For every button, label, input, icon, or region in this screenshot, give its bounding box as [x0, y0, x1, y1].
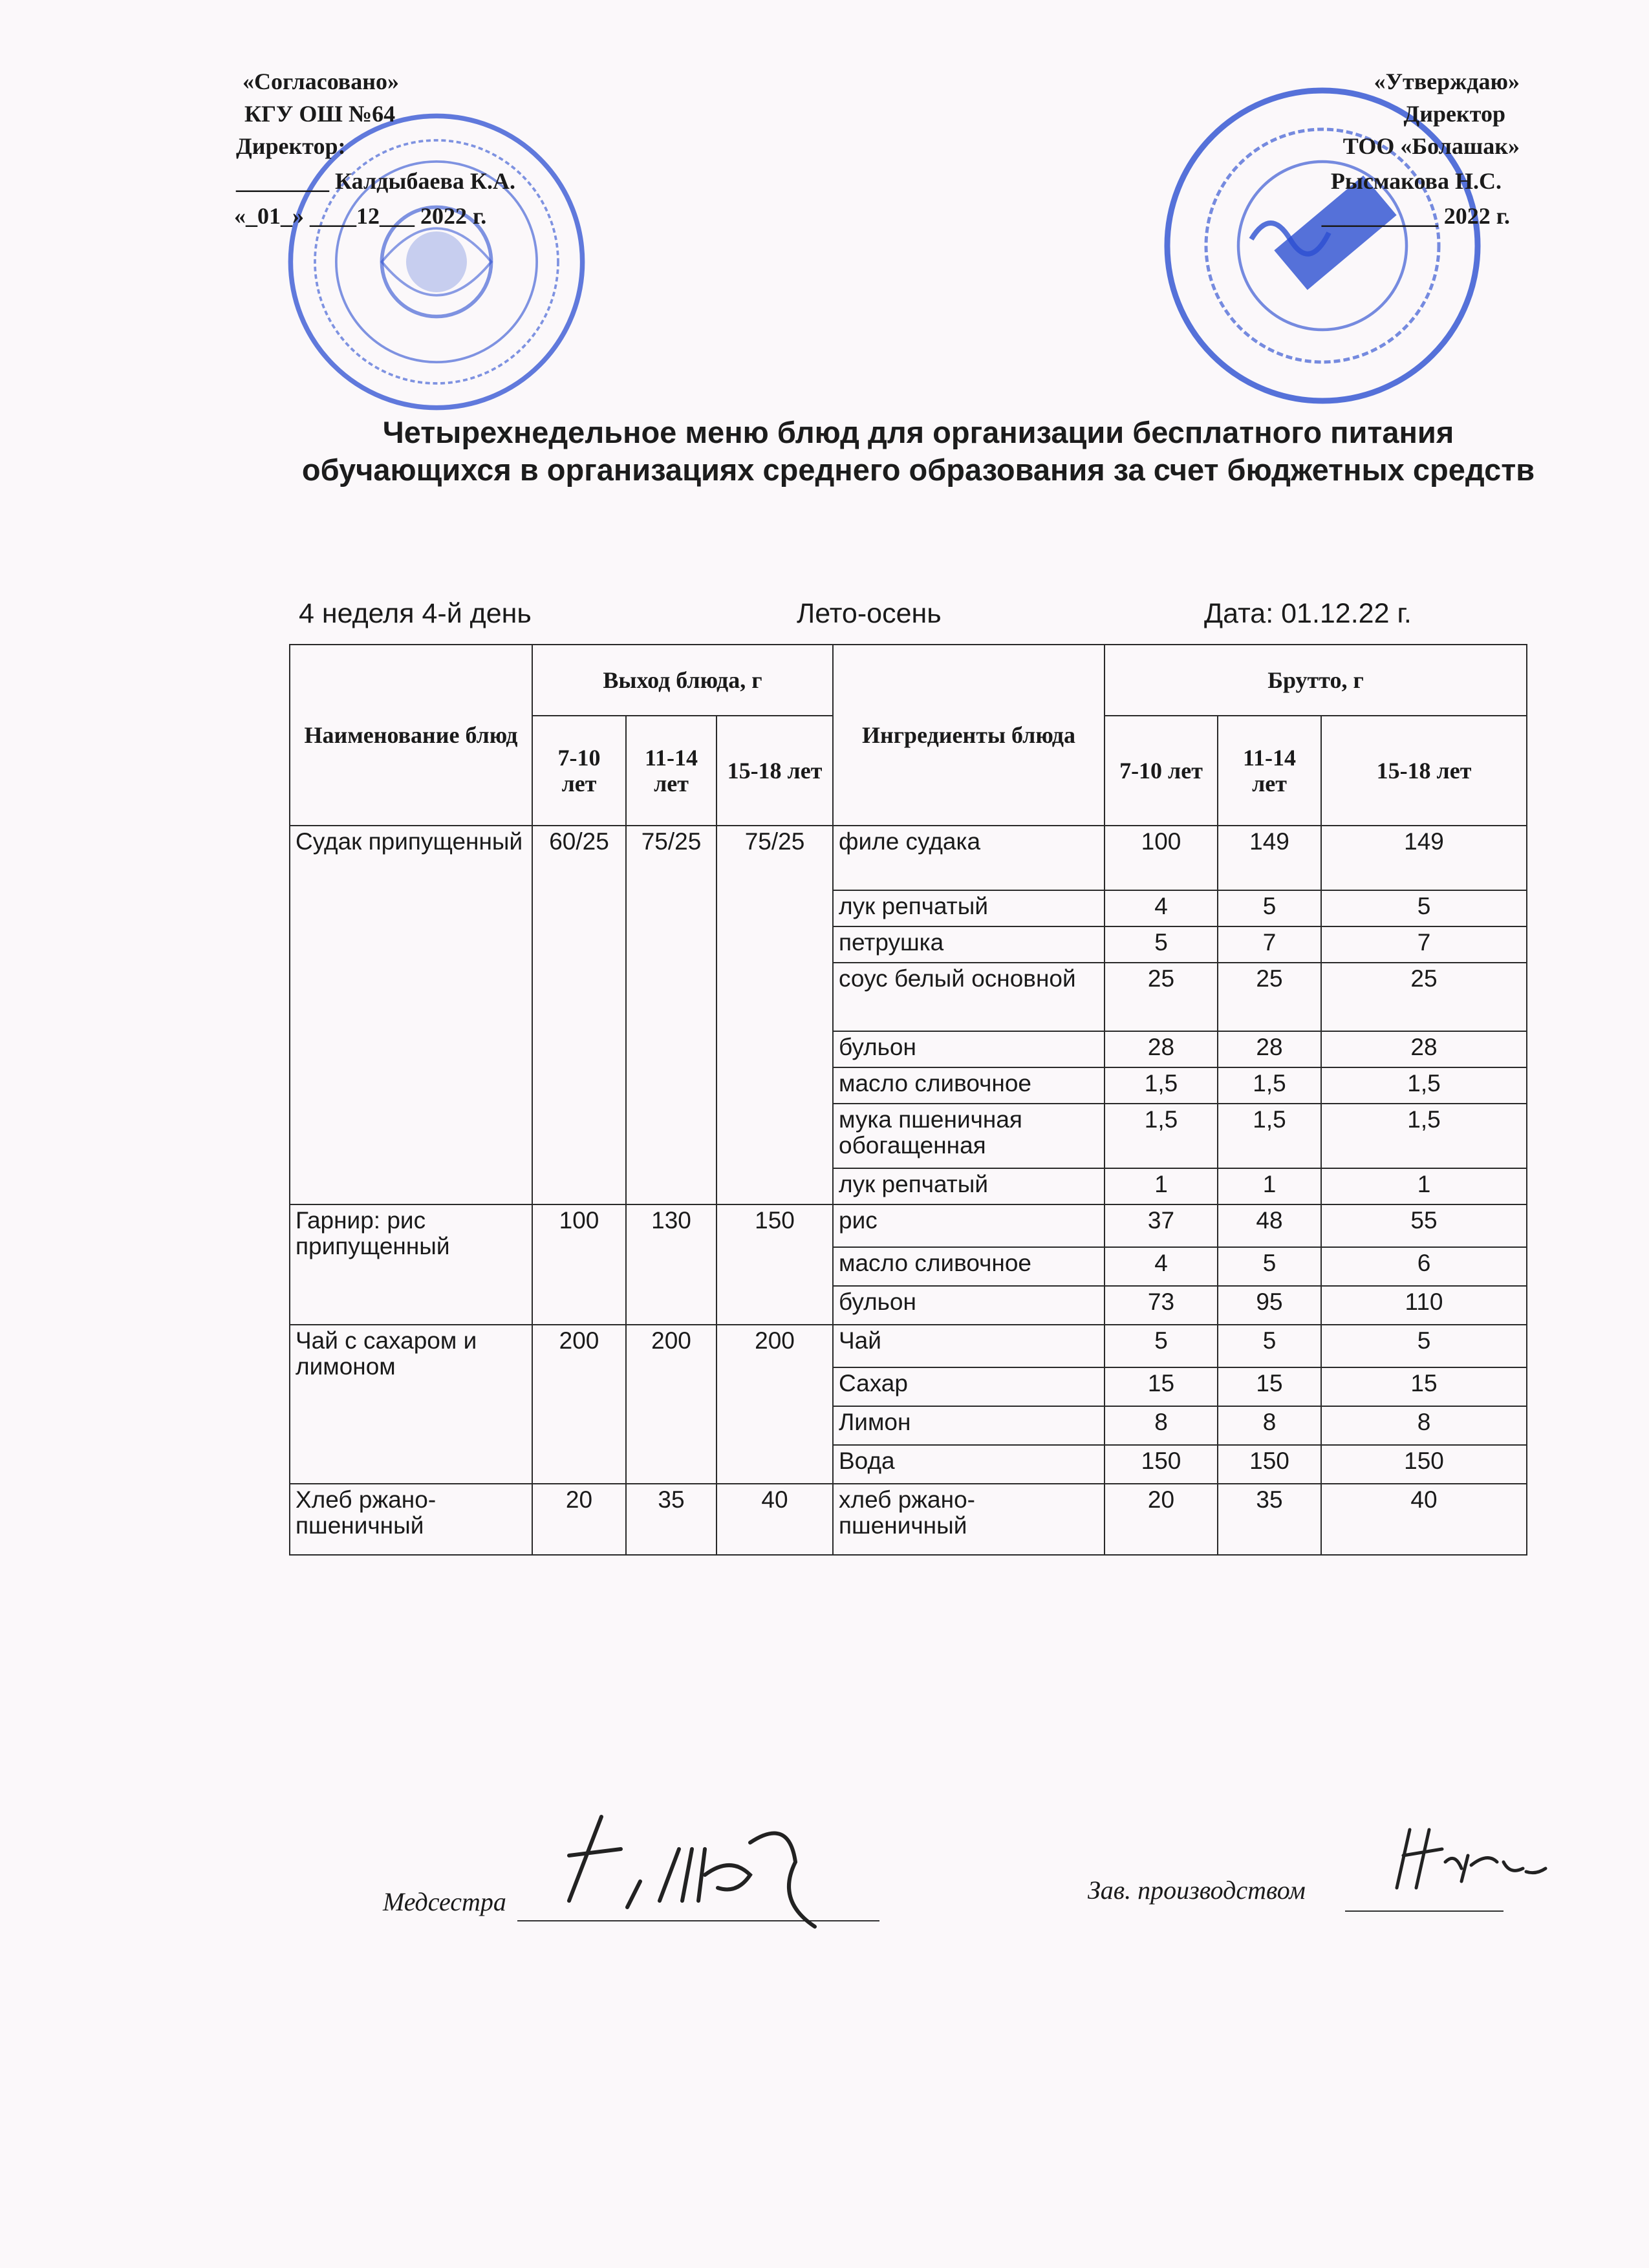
production-label: Зав. производством	[1088, 1876, 1306, 1905]
brutto-value: 5	[1105, 1325, 1218, 1367]
ingredient-name: филе судака	[833, 826, 1105, 890]
dish-name: Чай с сахаром и лимоном	[290, 1325, 532, 1484]
agreed-label: «Согласовано»	[242, 69, 399, 94]
dish-output: 75/25	[626, 826, 717, 1204]
ingredient-name: масло сливочное	[833, 1067, 1105, 1104]
ingredient-name: Сахар	[833, 1367, 1105, 1406]
ingredient-name: бульон	[833, 1031, 1105, 1067]
approve-label: «Утверждаю»	[1374, 69, 1520, 94]
director-name: ________ Калдыбаева К.А.	[236, 168, 515, 194]
ingredient-name: петрушка	[833, 926, 1105, 963]
brutto-value: 5	[1218, 1247, 1321, 1286]
brutto-value: 1	[1218, 1168, 1321, 1204]
brutto-value: 25	[1105, 963, 1218, 1031]
brutto-value: 110	[1321, 1286, 1527, 1325]
brutto-value: 7	[1321, 926, 1527, 963]
ingredient-name: мука пшеничная обогащенная	[833, 1104, 1105, 1168]
ingredient-name: хлеб ржано-пшеничный	[833, 1484, 1105, 1555]
brutto-value: 8	[1218, 1406, 1321, 1445]
ingredient-name: лук репчатый	[833, 1168, 1105, 1204]
brutto-value: 15	[1218, 1367, 1321, 1406]
brutto-value: 5	[1321, 890, 1527, 926]
dish-output: 100	[532, 1204, 626, 1325]
dish-output: 40	[717, 1484, 833, 1555]
ingredient-name: рис	[833, 1204, 1105, 1247]
agreed-date: «_01_» ____12___ 2022 г.	[234, 203, 487, 229]
table-row	[290, 1325, 1527, 1367]
brutto-value: 15	[1105, 1367, 1218, 1406]
season: Лето-осень	[797, 598, 942, 629]
dish-name: Судак припущенный	[290, 826, 532, 1204]
header-brutto-age: 11-14 лет	[1218, 716, 1321, 826]
school-name: КГУ ОШ №64	[244, 101, 396, 127]
brutto-value: 7	[1218, 926, 1321, 963]
approver-name: Рысмакова Н.С.	[1330, 168, 1502, 194]
brutto-value: 95	[1218, 1286, 1321, 1325]
dish-output: 200	[717, 1325, 833, 1484]
header-output-age: 11-14 лет	[626, 716, 717, 826]
dish-name: Хлеб ржано-пшеничный	[290, 1484, 532, 1555]
dish-output: 60/25	[532, 826, 626, 1204]
brutto-value: 149	[1321, 826, 1527, 890]
brutto-value: 1,5	[1218, 1104, 1321, 1168]
brutto-value: 40	[1321, 1484, 1527, 1555]
brutto-value: 1,5	[1105, 1104, 1218, 1168]
approve-date: __________ 2022 г.	[1321, 203, 1510, 229]
ingredient-name: Вода	[833, 1445, 1105, 1484]
production-signature-scribble	[1384, 1817, 1552, 1907]
ingredient-name: лук репчатый	[833, 890, 1105, 926]
dish-output: 200	[626, 1325, 717, 1484]
brutto-value: 149	[1218, 826, 1321, 890]
menu-date: Дата: 01.12.22 г.	[1204, 598, 1412, 629]
approver-title: Директор	[1403, 101, 1505, 127]
brutto-value: 28	[1218, 1031, 1321, 1067]
brutto-value: 1	[1105, 1168, 1218, 1204]
brutto-value: 150	[1218, 1445, 1321, 1484]
brutto-value: 5	[1321, 1325, 1527, 1367]
header-output: Выход блюда, г	[532, 645, 833, 716]
ingredient-name: бульон	[833, 1286, 1105, 1325]
ingredient-name: Лимон	[833, 1406, 1105, 1445]
dish-output: 200	[532, 1325, 626, 1484]
header-ingredients: Ингредиенты блюда	[833, 645, 1105, 826]
brutto-value: 100	[1105, 826, 1218, 890]
brutto-value: 5	[1105, 926, 1218, 963]
header-output-age: 15-18 лет	[717, 716, 833, 826]
header-brutto: Брутто, г	[1105, 645, 1527, 716]
brutto-value: 1,5	[1321, 1104, 1527, 1168]
ingredient-name: Чай	[833, 1325, 1105, 1367]
brutto-value: 4	[1105, 890, 1218, 926]
dish-output: 75/25	[717, 826, 833, 1204]
dish-output: 20	[532, 1484, 626, 1555]
brutto-value: 5	[1218, 1325, 1321, 1367]
brutto-value: 35	[1218, 1484, 1321, 1555]
brutto-value: 37	[1105, 1204, 1218, 1247]
week-day: 4 неделя 4-й день	[299, 598, 532, 629]
brutto-value: 150	[1105, 1445, 1218, 1484]
brutto-value: 48	[1218, 1204, 1321, 1247]
brutto-value: 5	[1218, 890, 1321, 926]
brutto-value: 1,5	[1105, 1067, 1218, 1104]
ingredient-name: масло сливочное	[833, 1247, 1105, 1286]
brutto-value: 1,5	[1321, 1067, 1527, 1104]
brutto-value: 150	[1321, 1445, 1527, 1484]
brutto-value: 4	[1105, 1247, 1218, 1286]
page-title: Четырехнедельное меню блюд для организации бесплатного питания обучающихся в организациях среднего образования за счет бюджетных средств	[301, 415, 1535, 487]
header-output-age: 7-10 лет	[532, 716, 626, 826]
brutto-value: 25	[1321, 963, 1527, 1031]
table-row	[290, 826, 1527, 890]
company-name: ТОО «Болашак»	[1342, 133, 1520, 159]
brutto-value: 55	[1321, 1204, 1527, 1247]
dish-output: 150	[717, 1204, 833, 1325]
brutto-value: 6	[1321, 1247, 1527, 1286]
header-brutto-age: 7-10 лет	[1105, 716, 1218, 826]
brutto-value: 8	[1321, 1406, 1527, 1445]
brutto-value: 15	[1321, 1367, 1527, 1406]
nurse-label: Медсестра	[383, 1887, 506, 1916]
table-row	[290, 1484, 1527, 1555]
header-brutto-age: 15-18 лет	[1321, 716, 1527, 826]
table-row	[290, 1204, 1527, 1247]
dish-output: 130	[626, 1204, 717, 1325]
brutto-value: 73	[1105, 1286, 1218, 1325]
brutto-value: 28	[1321, 1031, 1527, 1067]
dish-output: 35	[626, 1484, 717, 1555]
dish-name: Гарнир: рис припущенный	[290, 1204, 532, 1325]
ingredient-name: соус белый основной	[833, 963, 1105, 1031]
brutto-value: 1,5	[1218, 1067, 1321, 1104]
brutto-value: 1	[1321, 1168, 1527, 1204]
director-label: Директор:	[236, 133, 346, 159]
brutto-value: 8	[1105, 1406, 1218, 1445]
brutto-value: 20	[1105, 1484, 1218, 1555]
nurse-signature-scribble	[543, 1804, 879, 1946]
menu-table	[289, 644, 1527, 1556]
brutto-value: 28	[1105, 1031, 1218, 1067]
brutto-value: 25	[1218, 963, 1321, 1031]
header-dish-name: Наименование блюд	[290, 645, 532, 826]
